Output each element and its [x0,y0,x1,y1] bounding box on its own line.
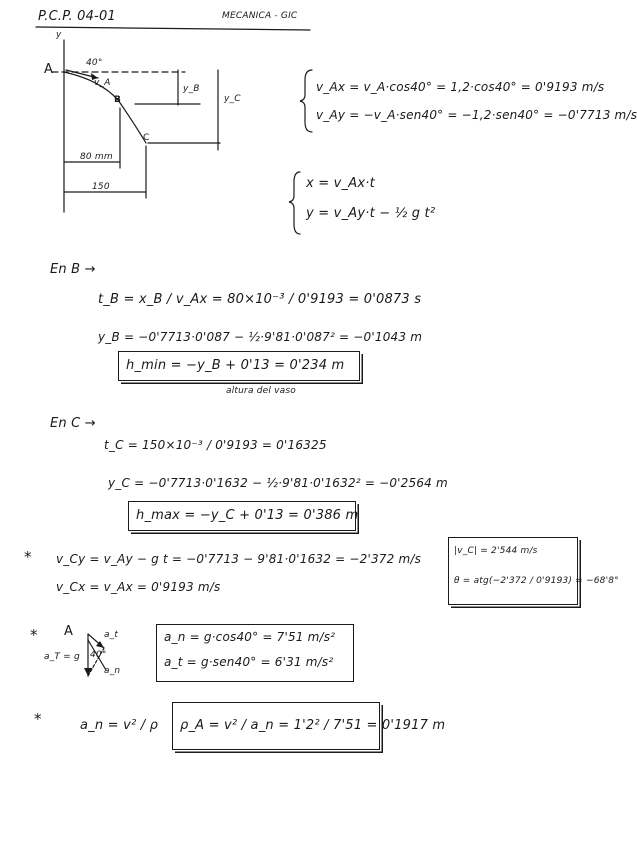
marker-star-3: * [34,710,42,728]
vc-magnitude: |v_C| = 2'544 m/s [454,546,538,556]
vc-angle: θ = atg(−2'372 / 0'9193) = −68'8° [454,576,619,586]
glass-height-note: altura del vaso [226,386,296,396]
tb-equation: t_B = x_B / v_Ax = 80×10⁻³ / 0'9193 = 0'0873 s [98,292,422,307]
angle-label: 40° [86,58,103,68]
at-equation: a_t = g·sen40° = 6'31 m/s² [164,655,334,669]
an-equation: a_n = g·cos40° = 7'51 m/s² [164,630,336,644]
marker-star-1: * [24,548,32,566]
section-c-heading: En C → [50,416,96,431]
accel-angle-label: 40° [90,650,107,660]
axis-y-label: y [56,30,62,40]
an-formula: a_n = v² / ρ [80,718,159,733]
point-a-label: A [44,62,54,77]
vay-equation: v_Ay = −v_A·sen40° = −1,2·sen40° = −0'7713 m/s [316,108,637,122]
marker-star-2: * [30,626,38,644]
rho-equation: ρ_A = v² / a_n = 1'2² / 7'51 = 0'1917 m [180,718,446,733]
point-b-label: B [114,95,122,105]
velocity-label: v_A [94,78,111,88]
accel-point-a: A [64,624,74,639]
hmin-equation: h_min = −y_B + 0'13 = 0'234 m [126,358,345,373]
dist-b-label: 80 mm [80,152,113,162]
tc-equation: t_C = 150×10⁻³ / 0'9193 = 0'16325 [104,438,327,452]
x-equation: x = v_Ax·t [306,176,375,191]
hmax-equation: h_max = −y_C + 0'13 = 0'386 m [136,508,359,523]
yc-equation: y_C = −0'7713·0'1632 − ½·9'81·0'1632² = −0'2564 m [108,476,448,490]
height-c-label: y_C [224,94,241,104]
doc-code: P.C.P. 04-01 [38,9,116,24]
vcy-equation: v_Cy = v_Ay − g t = −0'7713 − 9'81·0'1632 = −2'372 m/s [56,552,422,566]
accel-g-label: a_T = g [44,652,80,662]
vcx-equation: v_Cx = v_Ax = 0'9193 m/s [56,580,221,594]
accel-an-label: a_n [104,666,121,676]
doc-subject: MECANICA - GIC [222,11,298,21]
dist-c-label: 150 [92,182,110,192]
vax-equation: v_Ax = v_A·cos40° = 1,2·cos40° = 0'9193 m/s [316,80,605,94]
y-equation: y = v_Ay·t − ½ g t² [306,206,436,221]
section-b-heading: En B → [50,262,96,277]
accel-at-label: a_t [104,630,119,640]
point-c-label: C [143,133,150,143]
yb-equation: y_B = −0'7713·0'087 − ½·9'81·0'087² = −0'1043 m [98,330,423,344]
height-b-label: y_B [183,84,200,94]
